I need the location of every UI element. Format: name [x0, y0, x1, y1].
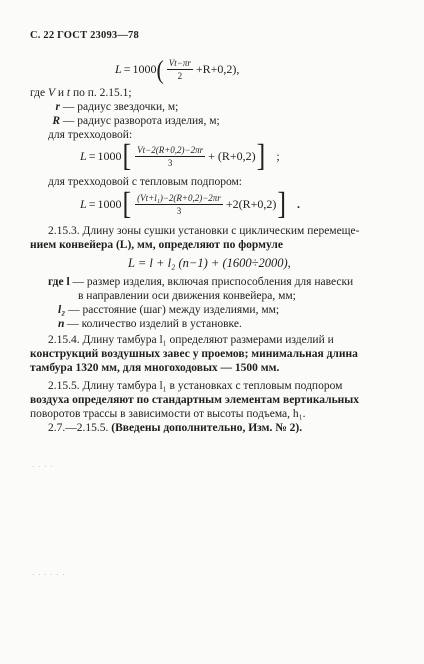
page-number: С. 22 [30, 30, 55, 41]
formula-three-way-heat: L = 1000 [ $\frac{\text{(Vt+l₁)−2(R+0,2)−2πr}}{3}$ +2(R+0,2) ] . [80, 186, 301, 221]
fraction: $\frac{Vt-2(R+0,2)-2\pi r}{3}$ [137, 144, 204, 168]
paragraph-2-15-4-line1: 2.15.4. Длину тамбура l₁ определяют размерами изделий и [48, 334, 334, 346]
page-header [30, 30, 139, 41]
amendment-note: 2.7.—2.15.5. (Введены дополнительно, Изм. № 2). [48, 422, 303, 434]
margin-gloss: · · · · · · [32, 571, 66, 579]
paragraph-2-15-5-line2: воздуха определяют по стандартным элементам вертикальных [30, 394, 360, 406]
definition-l2: l₂ — расстояние (шаг) между изделиями, мм; [58, 304, 280, 316]
formula-drying-zone: L = l + l₂ (n−1) + (1600÷2000), [128, 256, 291, 270]
definition-l-cont: в направлении оси движения конвейера, мм; [78, 290, 296, 302]
paragraph-2-15-3-line2: нием конвейера (L), мм, определяют по формуле [30, 239, 283, 251]
formula-two-way: L = 1000 ( $\frac{Vt-\pi r}{2}$ +R+0,2), [115, 53, 240, 84]
heading-three-way: для трехходовой: [48, 129, 133, 141]
formula-three-way: L = 1000 [ $\frac{Vt-2(R+0,2)-2\pi r}{3}$ + (R+0,2) ] ; [80, 138, 280, 173]
standard-code: ГОСТ 23093—78 [57, 30, 139, 41]
heading-three-way-heat: для трехходовой с тепловым подпором: [48, 176, 242, 188]
definition-l: где l — размер изделия, включая приспособления для навески [48, 276, 354, 288]
paragraph-2-15-5-line3: поворотов трассы в зависимости от высоты подъема, h₁. [30, 408, 306, 420]
margin-gloss: · · · · [32, 463, 54, 471]
paragraph-2-15-4-line2: конструкций воздушных завес у проемов; минимальная длина [30, 348, 358, 360]
fraction: $\frac{\text{(Vt+l₁)−2(R+0,2)−2πr}}{3}$ [137, 192, 221, 216]
where-clause: где V и t по п. 2.15.1; [30, 87, 132, 99]
definition-R: R — радиус разворота изделия, м; [52, 115, 220, 127]
definition-n: n — количество изделий в установке. [58, 318, 242, 330]
paragraph-2-15-5-line1: 2.15.5. Длину тамбура l₁ в установках с тепловым подпором [48, 380, 343, 392]
fraction: $\frac{Vt-\pi r}{2}$ [168, 58, 191, 81]
paragraph-2-15-4-line3: тамбура 1320 мм, для многоходовых — 1500 мм. [30, 362, 280, 374]
definition-r: r — радиус звездочки, м; [55, 101, 179, 113]
paragraph-2-15-3-line1: 2.15.3. Длину зоны сушки установки с циклическим перемеще- [48, 225, 360, 237]
